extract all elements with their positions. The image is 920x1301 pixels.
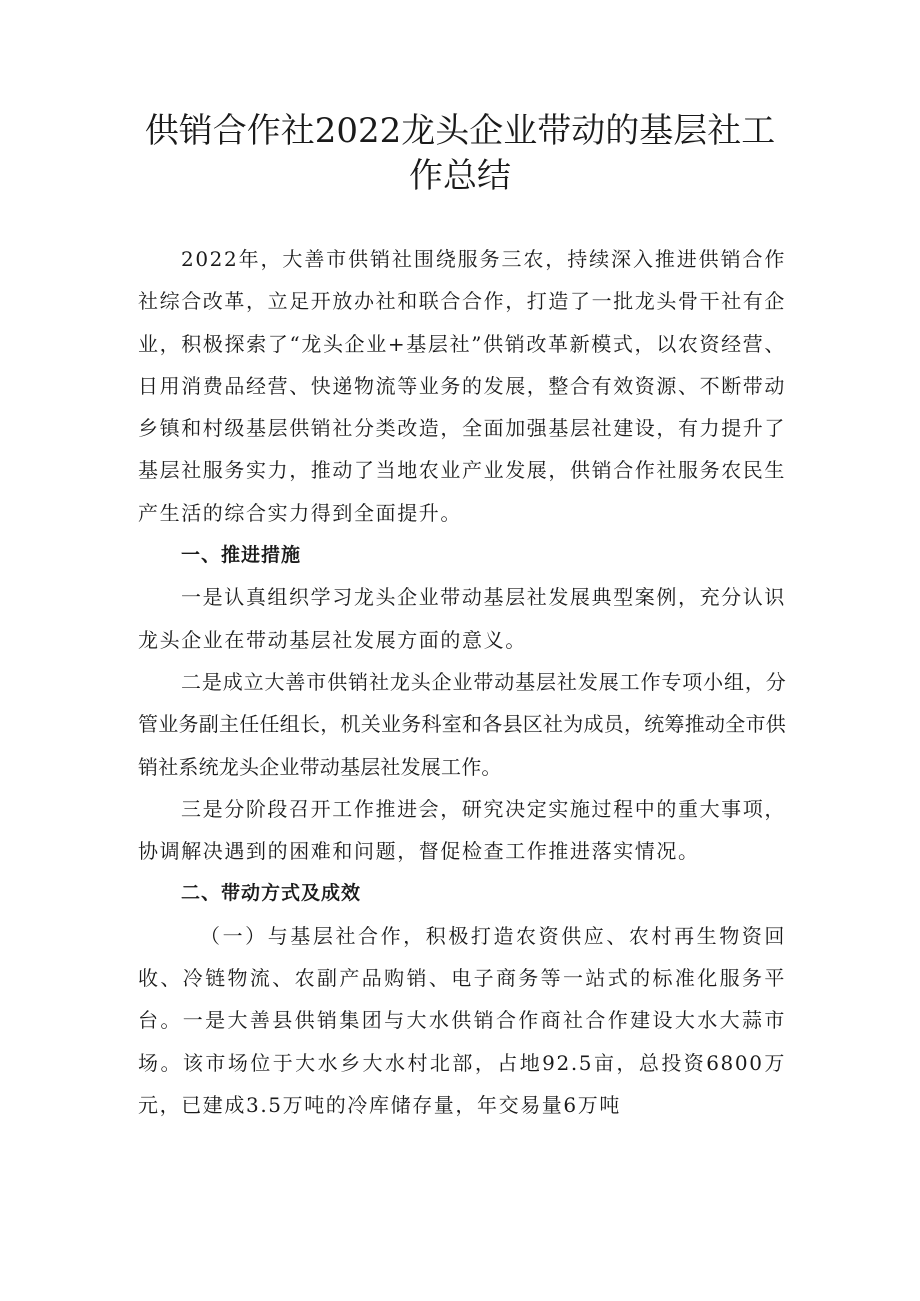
- document-title-line-2: 作总结: [409, 156, 511, 196]
- measure-paragraph-1: 一是认真组织学习龙头企业带动基层社发展典型案例，充分认识龙头企业在带动基层社发展方面的意义。: [138, 585, 786, 652]
- document-title-line-1: 供销合作社2022龙头企业带动的基层社工: [144, 111, 776, 151]
- document-body: [138, 238, 786, 1126]
- intro-paragraph: 2022年，大善市供销社围绕服务三农，持续深入推进供销合作社综合改革，立足开放办社和联合合作，打造了一批龙头骨干社有企业，积极探索了“龙头企业+基层社”供销改革新模式，以农资经营、日用消费品经营、快递物流等业务的发展，整合有效资源、不断带动乡镇和村级基层供销社分类改造，全面加强基层社建设，有力提升了基层社服务实力，推动了当地农业产业发展，供销合作社服务农民生产生活的综合实力得到全面提升。: [138, 247, 786, 525]
- section-heading-results: 二、带动方式及成效: [181, 882, 362, 905]
- measure-paragraph-2: 二是成立大善市供销社龙头企业带动基层社发展工作专项小组，分管业务副主任任组长，机关业务科室和各县区社为成员，统筹推动全市供销社系统龙头企业带动基层社发展工作。: [138, 669, 786, 779]
- results-paragraph-1: （一）与基层社合作，积极打造农资供应、农村再生物资回收、冷链物流、农副产品购销、电子商务等一站式的标准化服务平台。一是大善县供销集团与大水供销合作商社合作建设大水大蒜市场。该市场位于大水乡大水村北部，占地92.5亩，总投资6800万元，已建成3.5万吨的冷库储存量，年交易量6万吨: [138, 923, 786, 1117]
- section-heading-measures: 一、推进措施: [181, 544, 302, 567]
- measure-paragraph-3: 三是分阶段召开工作推进会，研究决定实施过程中的重大事项，协调解决遇到的困难和问题，督促检查工作推进落实情况。: [138, 796, 786, 864]
